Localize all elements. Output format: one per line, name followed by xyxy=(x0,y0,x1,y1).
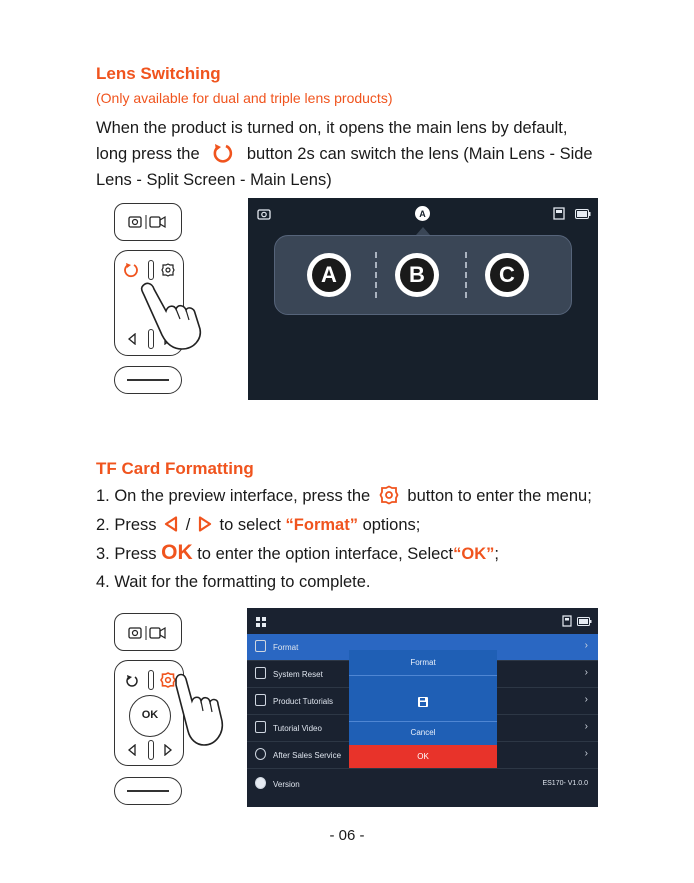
menu-item-tutorial-video[interactable]: Tutorial Video › xyxy=(247,715,598,742)
sd-card-icon xyxy=(255,640,266,652)
camera-video-icon xyxy=(128,214,168,230)
pressing-hand-icon xyxy=(170,671,230,749)
menu-item-system-reset[interactable]: System Reset › xyxy=(247,661,598,688)
lens-separator xyxy=(465,252,467,298)
rotate-icon xyxy=(125,674,139,688)
lens-switching-note: (Only available for dual and triple lens products) xyxy=(96,90,393,106)
menu-item-product-tutorials[interactable]: Product Tutorials › xyxy=(247,688,598,715)
format-step-2b: to select xyxy=(219,516,281,534)
format-step-3c: ; xyxy=(494,545,499,563)
menu-item-format[interactable]: Format › xyxy=(247,634,598,661)
settings-gear-icon xyxy=(379,485,399,505)
remote-illustration-2 xyxy=(112,613,192,805)
lens-screen xyxy=(248,198,598,400)
format-step-4: 4. Wait for the formatting to complete. xyxy=(96,573,371,591)
ok-button-text: OK xyxy=(161,541,193,564)
format-step-1b: button to enter the menu; xyxy=(407,487,592,505)
sd-card-icon xyxy=(562,615,572,627)
menu-item-version: Version ES170- V1.0.0 xyxy=(247,771,598,797)
chevron-right-icon: › xyxy=(584,667,588,678)
pressing-hand-icon xyxy=(132,273,212,353)
page-number: - 06 - xyxy=(329,827,365,844)
menu-item-after-sales[interactable]: After Sales Service › xyxy=(247,742,598,769)
format-step-1a: 1. On the preview interface, press the xyxy=(96,487,371,505)
headset-icon xyxy=(255,748,266,760)
lens-option-a[interactable]: A xyxy=(307,253,351,297)
chevron-right-icon: › xyxy=(584,694,588,705)
lens-separator xyxy=(375,252,377,298)
popup-pointer xyxy=(416,227,430,235)
battery-icon xyxy=(577,617,592,626)
dialog-title: Format xyxy=(410,658,436,667)
remote-illustration-1 xyxy=(112,203,184,399)
lens-text-line1: When the product is turned on, it opens the main lens by default, xyxy=(96,119,568,137)
format-step-2a: 2. Press xyxy=(96,516,157,534)
divider-slot xyxy=(148,670,154,690)
camera-icon xyxy=(257,208,271,220)
left-arrow-icon xyxy=(127,744,137,756)
format-dialog xyxy=(349,650,497,768)
current-lens-badge: A xyxy=(415,206,430,221)
version-value: ES170- V1.0.0 xyxy=(542,780,588,787)
battery-icon xyxy=(575,209,591,219)
book-icon xyxy=(255,694,266,706)
remote-top-button xyxy=(114,613,182,651)
rotate-icon xyxy=(210,142,236,164)
dialog-divider xyxy=(349,675,497,676)
info-icon xyxy=(255,777,266,789)
lens-text-line3: Lens - Split Screen - Main Lens) xyxy=(96,171,332,189)
remote-bottom-bar xyxy=(114,777,182,805)
save-disk-icon xyxy=(417,696,429,708)
dialog-cancel-button[interactable]: Cancel xyxy=(410,728,436,737)
ok-button[interactable]: OK xyxy=(129,695,171,737)
chevron-right-icon: › xyxy=(584,721,588,732)
format-step-2c: options; xyxy=(362,516,421,534)
format-step-1 xyxy=(96,481,592,511)
ok-option-text: “OK” xyxy=(453,545,495,563)
format-step-2-slash: / xyxy=(185,516,191,534)
format-step-3a: 3. Press xyxy=(96,545,157,563)
remote-top-button xyxy=(114,203,182,241)
video-icon xyxy=(255,721,266,733)
lens-option-c[interactable]: C xyxy=(485,253,529,297)
lens-option-b[interactable]: B xyxy=(395,253,439,297)
menu-grid-icon xyxy=(255,616,267,628)
chevron-right-icon: › xyxy=(584,748,588,759)
bar-line xyxy=(127,790,169,792)
format-step-3b: to enter the option interface, Select xyxy=(197,545,454,563)
chevron-right-icon: › xyxy=(584,640,588,651)
format-option-text: “Format” xyxy=(285,516,358,534)
left-arrow-icon xyxy=(164,516,178,532)
divider-slot xyxy=(148,740,154,760)
format-step-3 xyxy=(96,538,499,569)
dialog-ok-button[interactable]: OK xyxy=(349,745,497,768)
lens-text-line2b: button 2s can switch the lens (Main Lens - Side xyxy=(246,145,593,163)
remote-bottom-bar xyxy=(114,366,182,394)
sd-card-icon xyxy=(553,207,565,220)
lens-selector-panel xyxy=(274,235,572,315)
reset-icon xyxy=(255,667,266,679)
menu-screen xyxy=(247,608,598,807)
bar-line xyxy=(127,379,169,381)
right-arrow-icon xyxy=(198,516,212,532)
tf-formatting-heading: TF Card Formatting xyxy=(96,459,254,478)
lens-switching-heading: Lens Switching xyxy=(96,64,221,83)
lens-text-line2a: long press the xyxy=(96,145,200,163)
format-step-2 xyxy=(96,510,420,540)
camera-video-icon xyxy=(128,625,168,641)
